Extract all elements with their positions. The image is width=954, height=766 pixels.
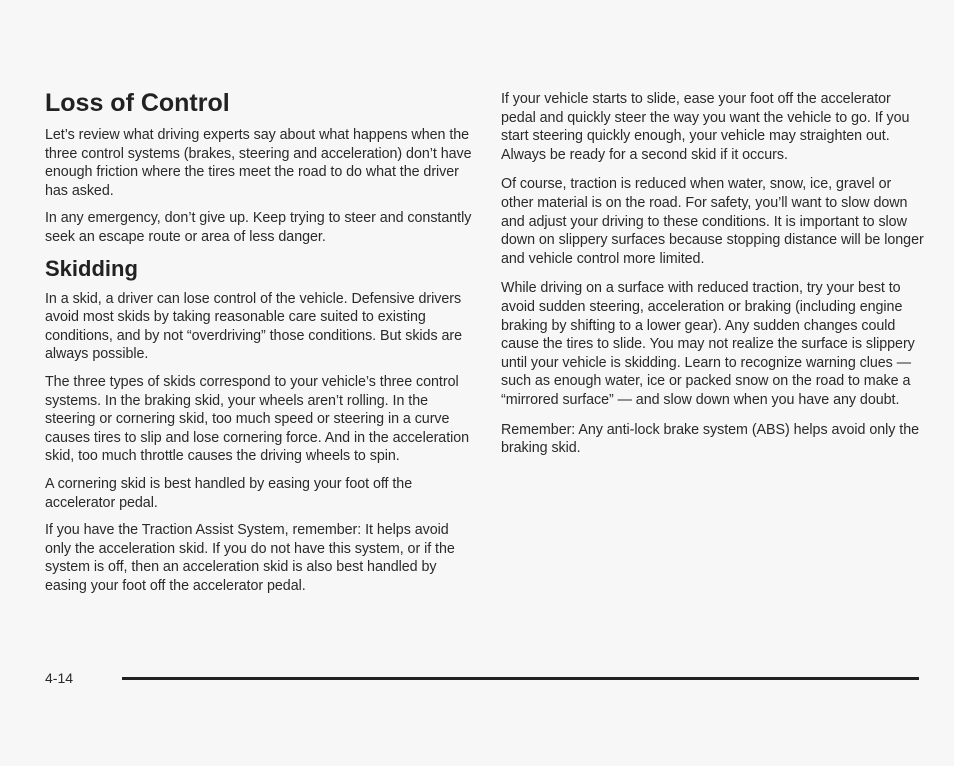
paragraph: Let’s review what driving experts say about what happens when the three control systems (brakes, steering and acceleration) don’t have enough friction where the tires meet the road to do what the driver has asked. <box>45 127 472 199</box>
right-column <box>501 90 926 469</box>
paragraph: If your vehicle starts to slide, ease your foot off the accelerator pedal and quickly steer the way you want the vehicle to go. If you start steering quickly enough, your vehicle may straighten out. Always be ready for a second skid if it occurs. <box>501 91 910 163</box>
section-heading-skidding: Skidding <box>45 255 138 281</box>
section-heading-loss-of-control: Loss of Control <box>45 89 230 117</box>
left-column <box>45 88 475 604</box>
paragraph: In a skid, a driver can lose control of the vehicle. Defensive drivers avoid most skids by taking reasonable care suited to existing conditions, and by not “overdriving” those conditions. But skids are always possible. <box>45 290 462 363</box>
paragraph: The three types of skids correspond to your vehicle’s three control systems. In the braking skid, your wheels aren’t rolling. In the steering or cornering skid, too much speed or steering in a curve causes tires to slip and lose cornering force. And in the acceleration skid, too much throttle causes the driving wheels to spin. <box>45 373 470 465</box>
paragraph: Remember: Any anti-lock brake system (ABS) helps avoid only the braking skid. <box>501 421 919 457</box>
page-number: 4-14 <box>45 670 74 686</box>
paragraph: While driving on a surface with reduced traction, try your best to avoid sudden steering, acceleration or braking (including engine braking by shifting to a lower gear). Any sudden changes could cause the tires to slide. You may not realize the surface is slippery until your vehicle is skidding. Learn to recognize warning clues — such as enough water, ice or packed snow on the road to make a “mirrored surface” — and slow down when you have any doubt. <box>501 280 915 408</box>
paragraph: If you have the Traction Assist System, remember: It helps avoid only the acceleration skid. If you do not have this system, or if the system is off, then an acceleration skid is also best handled by easing your foot off the accelerator pedal. <box>45 522 455 594</box>
paragraph: In any emergency, don’t give up. Keep trying to steer and constantly seek an escape route or area of less danger. <box>45 210 472 245</box>
paragraph: Of course, traction is reduced when water, snow, ice, gravel or other material is on the road. For safety, you’ll want to slow down and adjust your driving to these conditions. It is important to slow down on slippery surfaces because stopping distance will be longer and vehicle control more limited. <box>501 176 924 267</box>
footer-rule <box>122 677 919 680</box>
paragraph: A cornering skid is best handled by easing your foot off the accelerator pedal. <box>45 475 413 511</box>
